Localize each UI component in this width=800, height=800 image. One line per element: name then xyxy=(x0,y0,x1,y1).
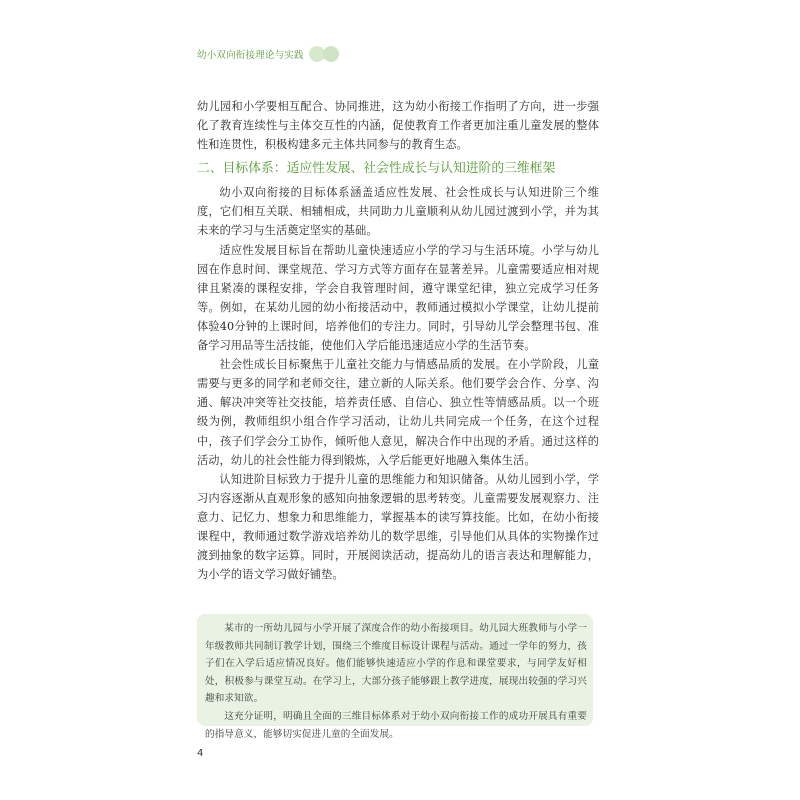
case-study-box xyxy=(197,614,593,740)
body-paragraph: 认知进阶目标致力于提升儿童的思维能力和知识储备。从幼儿园到小学，学习内容逐渐从直观形象的感知向抽象逻辑的思考转变。儿童需要发展观察力、注意力、记忆力、想象力和思维能力，掌握基本的读写算技能。比如，在幼小衔接课程中，教师通过数学游戏培养幼儿的数学思维，引导他们从具体的实物操作过渡到抽象的数字运算。同时，开展阅读活动，提高幼儿的语言表达和理解能力，为小学的语文学习做好铺垫。 xyxy=(197,472,599,582)
body-paragraph: 社会性成长目标聚焦于儿童社交能力与情感品质的发展。在小学阶段，儿童需要与更多的同学和老师交往，建立新的人际关系。他们要学会合作、分享、沟通、解决冲突等社交技能，培养责任感、自信心、独立性等情感品质。以一个班级为例，教师组织小组合作学习活动，让幼儿共同完成一个任务，在这个过程中，孩子们学会分工协作，倾听他人意见，解决合作中出现的矛盾。通过这样的活动，幼儿的社会性能力得到锻炼，入学后能更好地融入集体生活。 xyxy=(197,358,599,467)
running-header xyxy=(197,44,339,64)
case-paragraph: 这充分证明，明确且全面的三维目标体系对于幼小双向衔接工作的成功开展具有重要的指导意义，能够切实促进儿童的全面发展。 xyxy=(205,710,587,740)
header-dot-icon xyxy=(323,46,339,62)
body-paragraph: 适应性发展目标旨在帮助儿童快速适应小学的学习与生活环境。小学与幼儿园在作息时间、课堂规范、学习方式等方面存在显著差异。儿童需要适应相对规律且紧凑的课程安排，学会自我管理时间，遵守课堂纪律，独立完成学习任务等。例如，在某幼儿园的幼小衔接活动中，教师通过模拟小学课堂，让幼儿提前体验40分钟的上课时间，培养他们的专注力。同时，引导幼儿学会整理书包、准备学习用品等生活技能，使他们入学后能迅速适应小学的生活节奏。 xyxy=(197,243,599,353)
body-paragraph: 幼小双向衔接的目标体系涵盖适应性发展、社会性成长与认知进阶三个维度，它们相互关联、相辅相成，共同助力儿童顺利从幼儿园过渡到小学，并为其未来的学习与生活奠定坚实的基础。 xyxy=(197,186,599,238)
page-number: 4 xyxy=(197,748,204,759)
running-title: 幼小双向衔接理论与实践 xyxy=(197,50,304,61)
header-decoration xyxy=(309,46,339,62)
main-text xyxy=(197,97,599,584)
case-paragraph: 某市的一所幼儿园与小学开展了深度合作的幼小衔接项目。幼儿园大班教师与小学一年级教师共同制订教学计划，围绕三个维度目标设计课程与活动。通过一学年的努力，孩子们在入学后适应情况良好。他们能够快速适应小学的作息和课堂要求，与同学友好相处，积极参与课堂互动。在学习上，大部分孩子能够跟上教学进度，展现出较强的学习兴趣和求知欲。 xyxy=(205,623,587,705)
intro-paragraph: 幼儿园和小学要相互配合、协同推进，这为幼小衔接工作指明了方向，进一步强化了教育连续性与主体交互性的内涵，促使教育工作者更加注重儿童发展的整体性和连贯性，积极构建多元主体共同参与的教育生态。 xyxy=(197,100,599,152)
section-heading: 二、目标体系：适应性发展、社会性成长与认知进阶的三维框架 xyxy=(197,161,556,177)
